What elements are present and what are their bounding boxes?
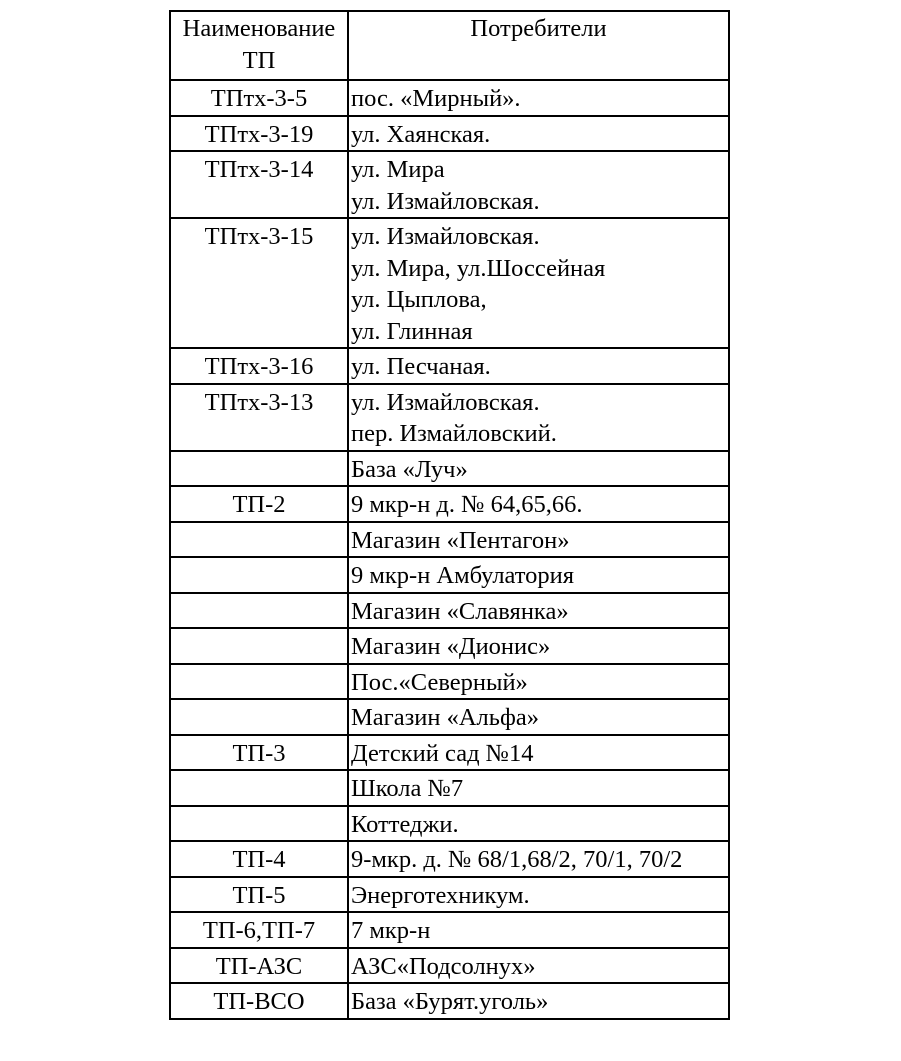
table-row bbox=[170, 735, 729, 771]
consumer-line: пос. «Мирный». bbox=[351, 85, 521, 112]
table-row bbox=[170, 486, 729, 522]
consumers-cell bbox=[348, 151, 729, 218]
table-row bbox=[170, 983, 729, 1019]
consumers-cell bbox=[348, 664, 729, 700]
tp-name-cell bbox=[170, 628, 348, 664]
tp-name-cell bbox=[170, 912, 348, 948]
tp-name-cell bbox=[170, 948, 348, 984]
table-row bbox=[170, 218, 729, 348]
consumers-cell bbox=[348, 218, 729, 348]
table-row bbox=[170, 770, 729, 806]
consumer-line: ул. Измайловская. bbox=[351, 187, 540, 215]
tp-name: ТПтх-3-19 bbox=[204, 120, 314, 148]
table-row bbox=[170, 841, 729, 877]
consumer-line: Магазин «Дионис» bbox=[351, 633, 551, 660]
consumer-line: ул. Мира, ул.Шоссейная bbox=[351, 254, 606, 282]
table-row bbox=[170, 116, 729, 152]
tp-name-cell bbox=[170, 116, 348, 152]
table-row bbox=[170, 151, 729, 218]
consumer-line: ул. Песчаная. bbox=[351, 353, 491, 380]
table-row bbox=[170, 80, 729, 116]
consumers-cell bbox=[348, 983, 729, 1019]
table-row bbox=[170, 912, 729, 948]
tp-name-cell bbox=[170, 664, 348, 700]
consumers-cell bbox=[348, 348, 729, 384]
column-header-consumers bbox=[348, 11, 729, 80]
consumer-line: ул. Глинная bbox=[351, 317, 473, 345]
table-row bbox=[170, 451, 729, 487]
consumer-line: ул. Измайловская. bbox=[351, 388, 540, 416]
consumers-cell bbox=[348, 593, 729, 629]
tp-name-cell bbox=[170, 557, 348, 593]
tp-name-cell bbox=[170, 486, 348, 522]
tp-name: ТП-АЗС bbox=[215, 952, 303, 980]
table-row bbox=[170, 557, 729, 593]
tp-name-cell bbox=[170, 522, 348, 558]
consumer-line: 9 мкр-н д. № 64,65,66. bbox=[351, 491, 583, 518]
consumers-cell bbox=[348, 735, 729, 771]
consumer-line: ул. Мира bbox=[351, 156, 445, 183]
table-row bbox=[170, 628, 729, 664]
tp-name: ТП-ВСО bbox=[213, 988, 305, 1015]
consumers-cell bbox=[348, 451, 729, 487]
consumer-line: База «Бурят.уголь» bbox=[351, 988, 549, 1015]
table-row bbox=[170, 348, 729, 384]
tp-name-cell bbox=[170, 80, 348, 116]
tp-name: ТПтх-3-15 bbox=[204, 223, 314, 250]
table-row bbox=[170, 699, 729, 735]
tp-name: ТПтх-3-16 bbox=[204, 353, 314, 380]
tp-name-cell bbox=[170, 877, 348, 913]
table-header-row bbox=[170, 11, 729, 80]
consumers-cell bbox=[348, 841, 729, 877]
consumer-line: Магазин «Пентагон» bbox=[351, 526, 570, 554]
consumer-line: ул. Хаянская. bbox=[351, 120, 491, 148]
consumers-cell bbox=[348, 557, 729, 593]
tp-name: ТПтх-3-5 bbox=[210, 85, 308, 112]
table-row bbox=[170, 522, 729, 558]
consumer-line: 9-мкр. д. № 68/1,68/2, 70/1, 70/2 bbox=[351, 846, 683, 873]
consumers-cell bbox=[348, 116, 729, 152]
consumer-line: ул. Измайловская. bbox=[351, 223, 540, 250]
tp-name-cell bbox=[170, 348, 348, 384]
column-header-consumers-label: Потребители bbox=[470, 15, 607, 42]
column-header-tp-name-line1: Наименование bbox=[182, 15, 336, 42]
consumer-line: ул. Цыплова, bbox=[351, 286, 487, 313]
tp-name-cell bbox=[170, 384, 348, 451]
consumers-cell bbox=[348, 486, 729, 522]
consumer-line: Детский сад №14 bbox=[351, 739, 534, 767]
tp-name: ТПтх-3-14 bbox=[204, 156, 314, 183]
tp-name-cell bbox=[170, 983, 348, 1019]
tp-name: ТП-6,ТП-7 bbox=[202, 917, 316, 944]
consumers-cell bbox=[348, 770, 729, 806]
tp-name-cell bbox=[170, 151, 348, 218]
tp-name: ТП-3 bbox=[232, 739, 286, 767]
table-row bbox=[170, 593, 729, 629]
consumers-cell bbox=[348, 912, 729, 948]
consumers-cell bbox=[348, 877, 729, 913]
tp-name-cell bbox=[170, 218, 348, 348]
tp-name-cell bbox=[170, 593, 348, 629]
consumers-cell bbox=[348, 699, 729, 735]
tp-name: ТП-2 bbox=[232, 491, 286, 518]
table-row bbox=[170, 806, 729, 842]
tp-name: ТП-5 bbox=[232, 881, 286, 909]
consumer-line: База «Луч» bbox=[351, 455, 468, 483]
consumers-cell bbox=[348, 384, 729, 451]
consumer-line: пер. Измайловский. bbox=[351, 420, 557, 447]
consumer-line: Энерготехникум. bbox=[351, 881, 530, 909]
consumer-line: Магазин «Альфа» bbox=[351, 704, 539, 731]
table-row bbox=[170, 384, 729, 451]
consumers-cell bbox=[348, 948, 729, 984]
consumers-cell bbox=[348, 806, 729, 842]
consumer-line: Школа №7 bbox=[351, 775, 464, 802]
consumer-line: Магазин «Славянка» bbox=[351, 597, 569, 625]
table-row bbox=[170, 664, 729, 700]
consumer-line: АЗС«Подсолнух» bbox=[351, 952, 536, 980]
consumer-line: Коттеджи. bbox=[351, 810, 459, 838]
table-row bbox=[170, 877, 729, 913]
column-header-tp-name-line2: ТП bbox=[242, 46, 276, 74]
tp-name-cell bbox=[170, 451, 348, 487]
column-header-tp-name bbox=[170, 11, 348, 80]
tp-name: ТПтх-3-13 bbox=[204, 388, 314, 416]
tp-name-cell bbox=[170, 699, 348, 735]
consumer-line: 7 мкр-н bbox=[351, 917, 431, 944]
tp-name-cell bbox=[170, 770, 348, 806]
consumers-cell bbox=[348, 628, 729, 664]
table-row bbox=[170, 948, 729, 984]
tp-name-cell bbox=[170, 841, 348, 877]
tp-name-cell bbox=[170, 735, 348, 771]
consumers-cell bbox=[348, 522, 729, 558]
substation-consumers-table bbox=[169, 10, 730, 1020]
tp-name-cell bbox=[170, 806, 348, 842]
tp-name: ТП-4 bbox=[232, 846, 286, 873]
consumer-line: 9 мкр-н Амбулатория bbox=[351, 562, 575, 589]
consumer-line: Пос.«Северный» bbox=[351, 668, 528, 696]
consumers-cell bbox=[348, 80, 729, 116]
table-body bbox=[170, 80, 729, 1019]
